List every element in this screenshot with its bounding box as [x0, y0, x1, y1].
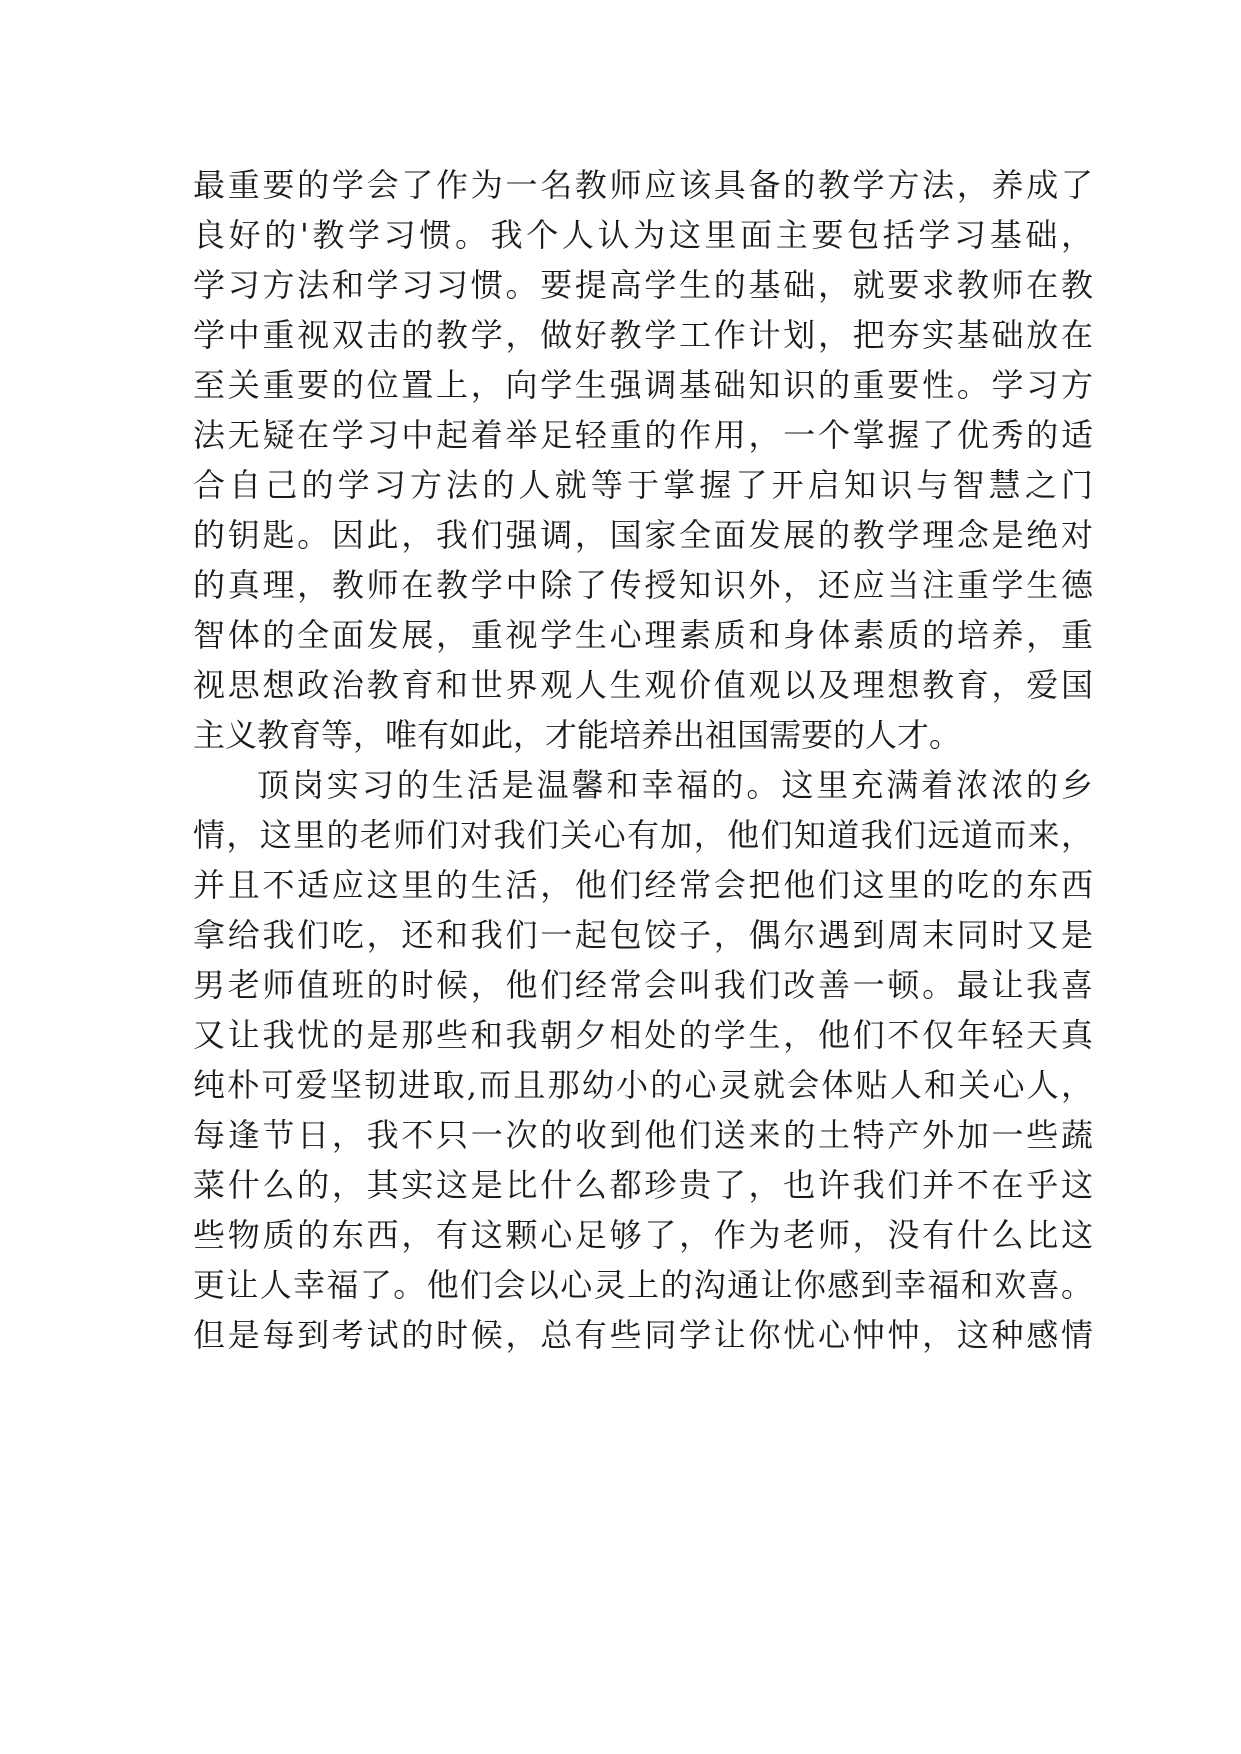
text-line: 的真理，教师在教学中除了传授知识外，还应当注重学生德 [193, 566, 1093, 604]
text-line: 的钥匙。因此，我们强调，国家全面发展的教学理念是绝对 [193, 516, 1093, 554]
text-line: 最重要的学会了作为一名教师应该具备的教学方法，养成了 [193, 166, 1093, 204]
text-line: 但是每到考试的时候，总有些同学让你忧心忡忡，这种感情 [193, 1316, 1093, 1354]
text-line: 顶岗实习的生活是温馨和幸福的。这里充满着浓浓的乡 [257, 766, 1093, 804]
text-line: 情，这里的老师们对我们关心有加，他们知道我们远道而来， [193, 816, 1093, 854]
text-line: 更让人幸福了。他们会以心灵上的沟通让你感到幸福和欢喜。 [193, 1266, 1093, 1304]
text-line: 每逢节日，我不只一次的收到他们送来的土特产外加一些蔬 [193, 1116, 1093, 1154]
text-line: 拿给我们吃，还和我们一起包饺子，偶尔遇到周末同时又是 [193, 916, 1093, 954]
text-line: 男老师值班的时候，他们经常会叫我们改善一顿。最让我喜 [193, 966, 1093, 1004]
text-line: 学中重视双击的教学，做好教学工作计划，把夯实基础放在 [193, 316, 1093, 354]
text-line: 智体的全面发展，重视学生心理素质和身体素质的培养，重 [193, 616, 1093, 654]
text-line: 些物质的东西，有这颗心足够了，作为老师，没有什么比这 [193, 1216, 1093, 1254]
paragraph-2 [193, 760, 1093, 1360]
text-line: 良好的'教学习惯。我个人认为这里面主要包括学习基础， [193, 216, 1093, 254]
text-line: 视思想政治教育和世界观人生观价值观以及理想教育，爱国 [193, 666, 1093, 704]
text-line: 菜什么的，其实这是比什么都珍贵了，也许我们并不在乎这 [193, 1166, 1093, 1204]
text-line: 合自己的学习方法的人就等于掌握了开启知识与智慧之门 [193, 466, 1093, 504]
text-line: 至关重要的位置上，向学生强调基础知识的重要性。学习方 [193, 366, 1093, 404]
document-body [193, 160, 1093, 1360]
text-line: 又让我忧的是那些和我朝夕相处的学生，他们不仅年轻天真 [193, 1016, 1093, 1054]
text-line: 纯朴可爱坚韧进取,而且那幼小的心灵就会体贴人和关心人， [193, 1066, 1093, 1104]
text-line: 主义教育等，唯有如此，才能培养出祖国需要的人才。 [193, 716, 962, 754]
text-line: 学习方法和学习习惯。要提高学生的基础，就要求教师在教 [193, 266, 1093, 304]
paragraph-1 [193, 160, 1093, 760]
text-line: 并且不适应这里的生活，他们经常会把他们这里的吃的东西 [193, 866, 1093, 904]
text-line: 法无疑在学习中起着举足轻重的作用，一个掌握了优秀的适 [193, 416, 1093, 454]
